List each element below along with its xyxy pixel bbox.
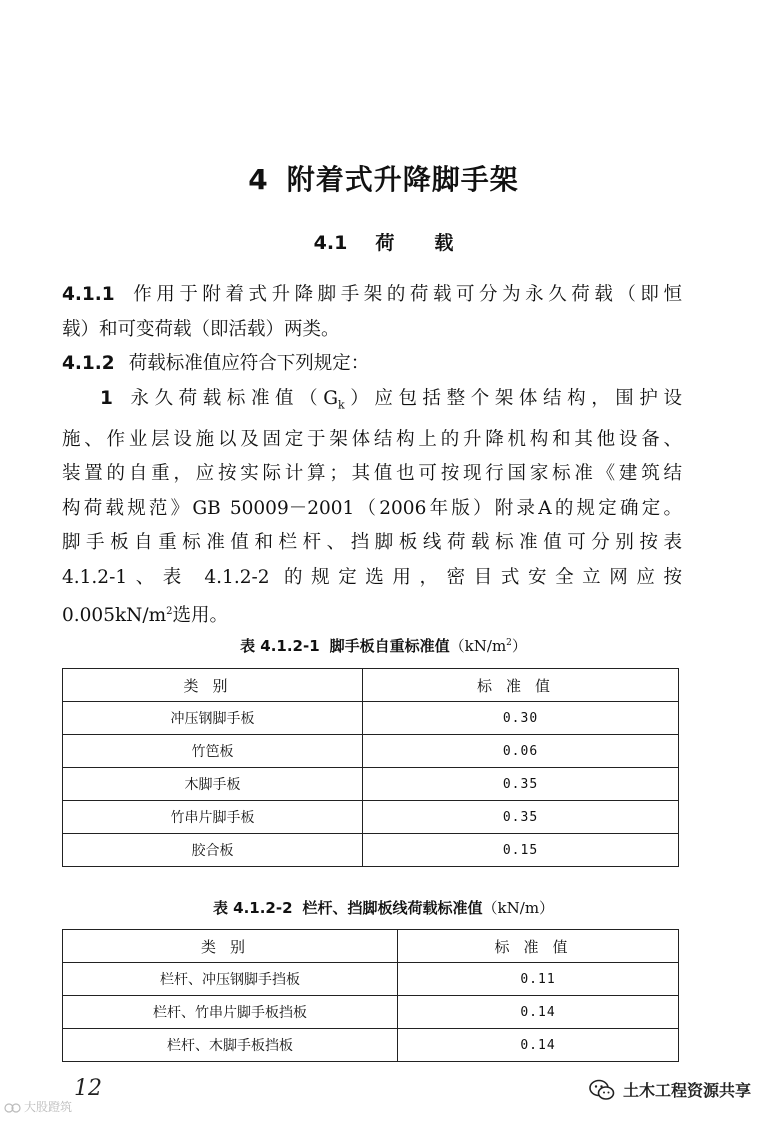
watermark-logo-icon [4,1102,22,1114]
section-title-part2: 载 [434,232,454,254]
chapter-title [0,158,767,198]
item-number: 1 [100,387,113,409]
item-1-line7: $0.005kN/m^2$选用。 [62,605,229,627]
table-2 [62,929,679,1062]
chapter-number: 4 [248,163,269,196]
clause-4-1-2: 4.1.2 荷载标准值应符合下列规定： [62,353,370,374]
cell-value: 0.06 [363,735,679,768]
item-1-line4: 构荷载规范》GB 50009－2001（2006年版）附录A的规定确定。 [62,497,682,519]
watermark-right-text: 土木工程资源共享 [622,1081,751,1100]
cell-type: 冲压钢脚手板 [63,702,363,735]
table-row [63,834,679,867]
table-row [63,996,679,1029]
table-row [63,1029,679,1062]
column-header-value: 标准值 [398,930,679,963]
body-text [62,278,682,634]
cell-type: 竹串片脚手板 [63,801,363,834]
table-row [63,735,679,768]
cell-value: 0.30 [363,702,679,735]
cell-value: 0.35 [363,801,679,834]
table-1-caption: 表 4.1.2-1 脚手板自重标准值$(kN/m^2)$ [240,637,527,655]
clause-number: 4.1.1 [62,284,115,305]
wechat-icon [589,1079,615,1101]
cell-type: 胶合板 [63,834,363,867]
watermark-left: 大股蹬筑 [4,1098,72,1115]
clause-4-1-1-line2: 载）和可变荷载（即活载）两类。 [62,318,340,340]
cell-type: 竹笆板 [63,735,363,768]
section-title [0,228,767,255]
clause-number: 4.1.2 [62,353,115,374]
cell-value: 0.14 [398,996,679,1029]
page-number: 12 [74,1076,102,1101]
item-1-line3: 装置的自重，应按实际计算；其值也可按现行国家标准《建筑结 [62,463,682,485]
item-1-line1: 1 永久荷载标准值$(G_k)$应包括整个架体结构，围护设 [100,387,682,412]
cell-type: 木脚手板 [63,768,363,801]
cell-type: 栏杆、木脚手板挡板 [63,1029,398,1062]
table-1 [62,668,679,867]
cell-value: 0.35 [363,768,679,801]
cell-value: 0.15 [363,834,679,867]
table-2-caption: 表 4.1.2-2 栏杆、挡脚板线荷载标准值（kN/m） [212,899,555,917]
cell-type: 栏杆、竹串片脚手板挡板 [63,996,398,1029]
cell-type: 栏杆、冲压钢脚手挡板 [63,963,398,996]
cell-value: 0.14 [398,1029,679,1062]
table-row [63,702,679,735]
table-row [63,963,679,996]
column-header-value: 标准值 [363,669,679,702]
section-title-part1: 荷 [375,232,395,254]
item-1-line5: 脚手板自重标准值和栏杆、挡脚板线荷载标准值可分别按表 [62,532,682,554]
cell-value: 0.11 [398,963,679,996]
column-header-type: 类别 [63,930,398,963]
clause-4-1-1-line1: 4.1.1 作用于附着式升降脚手架的荷载可分为永久荷载（即恒 [62,284,682,305]
table-row [63,768,679,801]
item-1-line6: 4.1.2-1、表 4.1.2-2 的规定选用，密目式安全立网应按 [62,566,682,588]
section-number: 4.1 [313,232,348,254]
watermark-right [589,1078,751,1101]
table-row [63,801,679,834]
table-header-row [63,669,679,702]
table-header-row [63,930,679,963]
chapter-title-text: 附着式升降脚手架 [286,163,519,196]
column-header-type: 类别 [63,669,363,702]
item-1-line2: 施、作业层设施以及固定于架体结构上的升降机构和其他设备、 [62,428,682,450]
